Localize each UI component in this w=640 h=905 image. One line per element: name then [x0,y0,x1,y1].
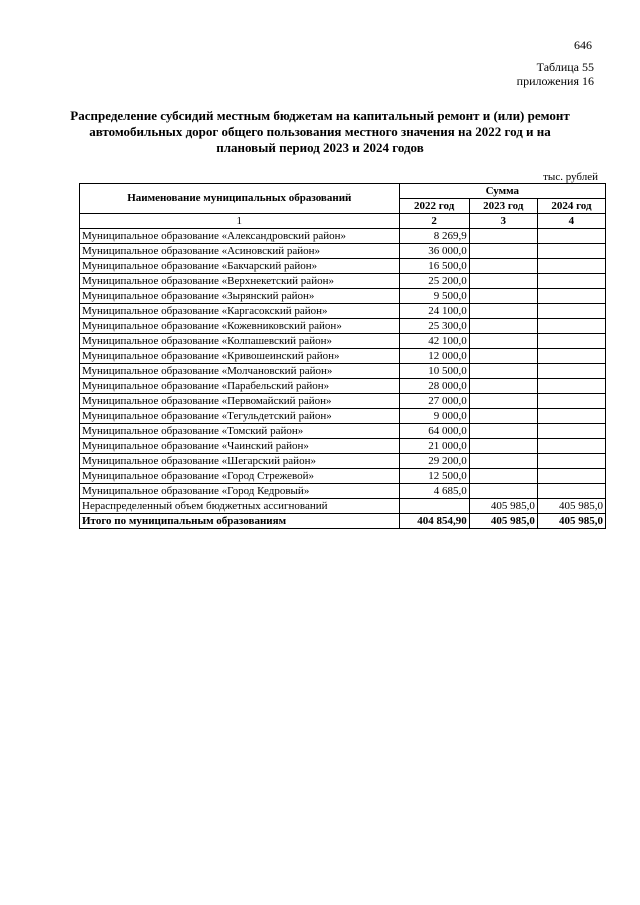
row-value-2024 [537,439,605,454]
table-row [80,334,606,349]
row-value-2023 [469,289,537,304]
row-value-2022: 12 500,0 [399,469,469,484]
row-value-2023 [469,319,537,334]
row-value-2022: 21 000,0 [399,439,469,454]
row-value-2023 [469,379,537,394]
row-value-2022: 42 100,0 [399,334,469,349]
table-row [80,319,606,334]
column-number-3: 3 [469,214,537,229]
table-row [80,409,606,424]
row-value-2022: 24 100,0 [399,304,469,319]
row-name: Муниципальное образование «Город Стрежевой» [80,469,400,484]
total-value-2022: 404 854,90 [399,514,469,529]
total-name: Итого по муниципальным образованиям [80,514,400,529]
row-value-2022: 64 000,0 [399,424,469,439]
row-name: Муниципальное образование «Верхнекетский район» [80,274,400,289]
row-value-2022: 27 000,0 [399,394,469,409]
table-body [80,229,606,529]
row-value-2023 [469,409,537,424]
table-row [80,349,606,364]
table-row [80,289,606,304]
row-name: Муниципальное образование «Томский район» [80,424,400,439]
row-value-2022: 29 200,0 [399,454,469,469]
table-reference [517,60,594,88]
row-value-2022: 12 000,0 [399,349,469,364]
row-name: Муниципальное образование «Колпашевский район» [80,334,400,349]
row-value-2022: 28 000,0 [399,379,469,394]
row-value-2024 [537,244,605,259]
row-value-2024 [537,289,605,304]
row-value-2023 [469,259,537,274]
row-value-2022: 8 269,9 [399,229,469,244]
row-value-2024 [537,259,605,274]
header-year-2024: 2024 год [537,199,605,214]
row-name: Муниципальное образование «Шегарский район» [80,454,400,469]
total-value-2023: 405 985,0 [469,514,537,529]
total-row [80,514,606,529]
row-value-2024 [537,364,605,379]
row-value-2023 [469,454,537,469]
row-value-2024 [537,229,605,244]
row-value-2023 [469,364,537,379]
row-value-2022: 25 300,0 [399,319,469,334]
row-value-2022: 4 685,0 [399,484,469,499]
row-value-2024 [537,394,605,409]
table-row [80,439,606,454]
row-name: Муниципальное образование «Каргасокский район» [80,304,400,319]
row-value-2022 [399,499,469,514]
row-value-2024 [537,409,605,424]
row-name: Муниципальное образование «Бакчарский район» [80,259,400,274]
row-value-2023 [469,484,537,499]
row-name: Муниципальное образование «Тегульдетский район» [80,409,400,424]
row-value-2022: 36 000,0 [399,244,469,259]
row-value-2024 [537,484,605,499]
row-name: Муниципальное образование «Чаинский район» [80,439,400,454]
table-ref-line2: приложения 16 [516,74,594,88]
page-number: 646 [574,38,592,52]
row-value-2022: 16 500,0 [399,259,469,274]
row-value-2024 [537,349,605,364]
table-row [80,394,606,409]
table-row [80,304,606,319]
row-value-2024 [537,334,605,349]
row-value-2023 [469,274,537,289]
row-value-2023 [469,349,537,364]
row-value-2022: 10 500,0 [399,364,469,379]
unit-note: тыс. рублей [543,171,598,183]
row-name: Муниципальное образование «Город Кедровый» [80,484,400,499]
row-name: Муниципальное образование «Парабельский район» [80,379,400,394]
header-year-2023: 2023 год [469,199,537,214]
table-row [80,379,606,394]
header-name-column: Наименование муниципальных образований [80,184,400,214]
row-value-2023 [469,244,537,259]
row-value-2024 [537,274,605,289]
header-year-2022: 2022 год [399,199,469,214]
table-row [80,424,606,439]
row-value-2023 [469,424,537,439]
column-number-4: 4 [537,214,605,229]
row-value-2023 [469,304,537,319]
total-value-2024: 405 985,0 [537,514,605,529]
table-row [80,259,606,274]
row-value-2023 [469,469,537,484]
row-name: Муниципальное образование «Александровский район» [80,229,400,244]
row-value-2023: 405 985,0 [469,499,537,514]
row-name: Муниципальное образование «Первомайский район» [80,394,400,409]
table-row [80,364,606,379]
table-ref-line1: Таблица 55 [536,60,594,74]
table-row [80,274,606,289]
row-value-2024 [537,469,605,484]
row-value-2022: 9 500,0 [399,289,469,304]
table-row [80,229,606,244]
row-value-2024: 405 985,0 [537,499,605,514]
row-value-2023 [469,229,537,244]
header-sum: Сумма [399,184,605,199]
subsidy-table [79,183,606,529]
row-name: Муниципальное образование «Зырянский район» [80,289,400,304]
document-title: Распределение субсидий местным бюджетам на капитальный ремонт и (или) ремонт автомобильных дорог общего пользования местного значения на 2022 год и на плановый период 2023 и 2024 годов [70,108,570,155]
row-value-2024 [537,424,605,439]
table-row [80,499,606,514]
row-value-2022: 9 000,0 [399,409,469,424]
row-name: Муниципальное образование «Кривошеинский район» [80,349,400,364]
column-number-2: 2 [399,214,469,229]
table-row [80,244,606,259]
row-value-2024 [537,454,605,469]
row-name: Муниципальное образование «Асиновский район» [80,244,400,259]
row-name: Муниципальное образование «Молчановский район» [80,364,400,379]
row-value-2023 [469,394,537,409]
row-value-2024 [537,304,605,319]
row-name: Нераспределенный объем бюджетных ассигнований [80,499,400,514]
row-name: Муниципальное образование «Кожевниковский район» [80,319,400,334]
row-value-2022: 25 200,0 [399,274,469,289]
column-number-1: 1 [80,214,400,229]
table-row [80,484,606,499]
table-row [80,469,606,484]
row-value-2024 [537,319,605,334]
row-value-2023 [469,439,537,454]
row-value-2024 [537,379,605,394]
table-row [80,454,606,469]
row-value-2023 [469,334,537,349]
